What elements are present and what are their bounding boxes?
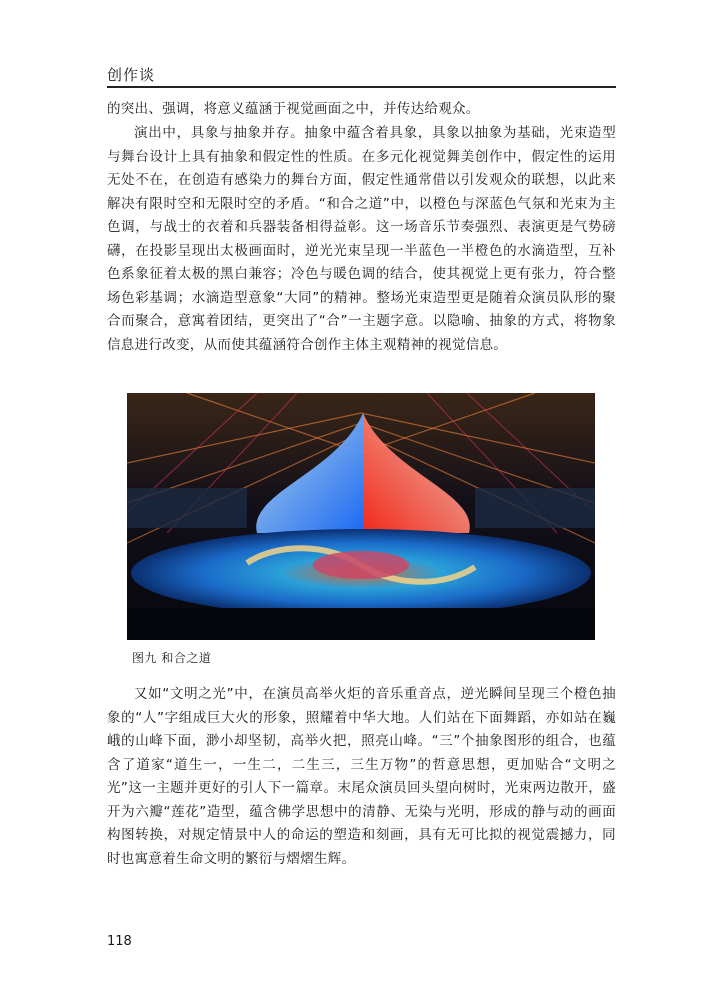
paragraph-performance: 演出中，具象与抽象并存。抽象中蕴含着具象，具象以抽象为基础，光束造型与舞台设计上具有抽象和假定性的性质。在多元化视觉舞美创作中，假定性的运用无处不在，在创造有感染力的舞台方面，假定性通常借以引发观众的联想，以此来解决有限时空和无限时空的矛盾。“和合之道”中，以橙色与深蓝色气氛和光束为主色调，与战士的衣着和兵器装备相得益彰。这一场音乐节奏强烈、表演更是气势磅礴，在投影呈现出太极画面时，逆光光束呈现一半蓝色一半橙色的水滴造型，互补色系象征着太极的黑白兼容；冷色与暖色调的结合，使其视觉上更有张力，符合整场色彩基调；水滴造型意象“大同”的精神。整场光束造型更是随着众演员队形的聚合而聚合，意寓着团结，更突出了“合”一主题字意。以隐喻、抽象的方式，将物象信息进行改变，从而使其蕴涵符合创作主体主观精神的视觉信息。 [107,125,616,353]
stage-photo [127,393,595,640]
paragraph-civilization-light: 又如“文明之光”中，在演员高举火炬的音乐重音点，逆光瞬间呈现三个橙色抽象的“人”字组成巨大火的形象，照耀着中华大地。人们站在下面舞蹈，亦如站在巍峨的山峰下面，渺小却坚韧，高举火把，照亮山峰。“三”个抽象图形的组合，也蕴含了道家“道生一，一生二，二生三，三生万物”的哲意思想，更加贴合“文明之光”这一主题并更好的引人下一篇章。末尾众演员回头望向树时，光束两边散开，盛开为六瓣“莲花”造型，蕴含佛学思想中的清静、无染与光明，形成的静与动的画面构图转换，对规定情景中人的命运的塑造和刻画，具有无可比拟的视觉震撼力，同时也寓意着生命文明的繁衍与熠熠生辉。 [107,686,616,867]
figure-caption: 图九 和合之道 [132,651,212,665]
header-divider [107,86,616,88]
page-number: 118 [107,934,132,949]
running-header: 创作谈 [107,66,156,84]
paragraph-continuation: 的突出、强调，将意义蕴涵于视觉画面之中，并传达给观众。 [107,101,480,117]
